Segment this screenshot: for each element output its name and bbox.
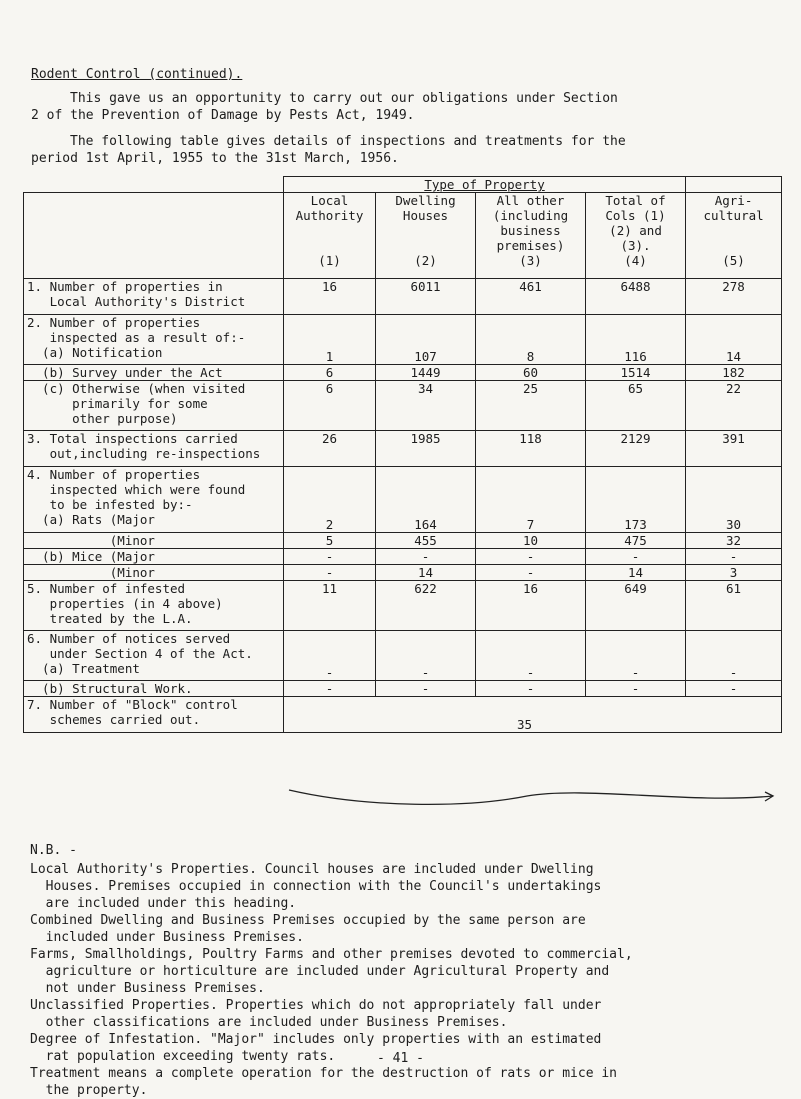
cell: 475 — [586, 533, 686, 549]
row-label: (Minor — [24, 533, 284, 549]
note-line: agriculture or horticulture are included under Agricultural Property and — [30, 964, 610, 979]
table-row — [24, 565, 782, 581]
note-line: N.B. - — [30, 843, 77, 858]
cell: 60 — [476, 365, 586, 381]
cell: 118 — [476, 431, 586, 467]
cell: 1449 — [376, 365, 476, 381]
cell: 2129 — [586, 431, 686, 467]
note-line: included under Business Premises. — [30, 930, 304, 945]
cell: - — [476, 681, 586, 697]
intro-line-2: 2 of the Prevention of Damage by Pests Act, 1949. — [31, 108, 415, 123]
cell: 14 — [586, 565, 686, 581]
table-row — [24, 431, 782, 467]
cell: 65 — [586, 381, 686, 431]
table-row — [24, 315, 782, 365]
note-line: Unclassified Properties. Properties which do not appropriately fall under — [30, 998, 602, 1013]
table-header-spacer — [686, 177, 782, 193]
cell: 32 — [686, 533, 782, 549]
row-label: 4. Number of properties inspected which were found to be infested by:- (a) Rats (Major — [24, 467, 284, 533]
cell: 107 — [376, 315, 476, 365]
table-row — [24, 549, 782, 565]
cell: - — [586, 549, 686, 565]
cell: 455 — [376, 533, 476, 549]
cell: - — [586, 681, 686, 697]
intro2-line-1: The following table gives details of inspections and treatments for the — [70, 134, 626, 149]
cell: 278 — [686, 279, 782, 315]
table-row — [24, 365, 782, 381]
inspection-table — [23, 176, 782, 733]
table-header-blank — [24, 193, 284, 279]
cell: - — [376, 681, 476, 697]
row-label: 2. Number of properties inspected as a result of:- (a) Notification — [24, 315, 284, 365]
column-header: Agri- cultural (5) — [686, 193, 782, 279]
cell: 10 — [476, 533, 586, 549]
cell: 34 — [376, 381, 476, 431]
column-header: Local Authority (1) — [284, 193, 376, 279]
row-label: (b) Structural Work. — [24, 681, 284, 697]
cell: 26 — [284, 431, 376, 467]
row-label: (c) Otherwise (when visited primarily for some other purpose) — [24, 381, 284, 431]
cell: 2 — [284, 467, 376, 533]
cell: 5 — [284, 533, 376, 549]
row-label: 6. Number of notices served under Section 4 of the Act. (a) Treatment — [24, 631, 284, 681]
table-corner — [24, 177, 284, 193]
cell: 25 — [476, 381, 586, 431]
table-row — [24, 381, 782, 431]
cell: - — [686, 631, 782, 681]
note-line: Local Authority's Properties. Council houses are included under Dwelling — [30, 862, 594, 877]
cell: 182 — [686, 365, 782, 381]
cell: 14 — [686, 315, 782, 365]
note-line: Combined Dwelling and Business Premises occupied by the same person are — [30, 913, 586, 928]
table-row — [24, 533, 782, 549]
cell: 461 — [476, 279, 586, 315]
table-row — [24, 581, 782, 631]
cell: 6 — [284, 381, 376, 431]
cell: 391 — [686, 431, 782, 467]
cell: 622 — [376, 581, 476, 631]
bracket-line — [287, 788, 777, 810]
page-number: - 41 - — [377, 1051, 424, 1066]
row-label: 5. Number of infested properties (in 4 above) treated by the L.A. — [24, 581, 284, 631]
cell: 7 — [476, 467, 586, 533]
note-line: Houses. Premises occupied in connection with the Council's undertakings — [30, 879, 602, 894]
column-header: Dwelling Houses (2) — [376, 193, 476, 279]
cell: - — [686, 549, 782, 565]
row-label: (b) Mice (Major — [24, 549, 284, 565]
table-row — [24, 697, 782, 733]
cell: 1514 — [586, 365, 686, 381]
cell: 6011 — [376, 279, 476, 315]
row-label: (Minor — [24, 565, 284, 581]
cell: 6488 — [586, 279, 686, 315]
note-line: are included under this heading. — [30, 896, 297, 911]
cell: - — [284, 681, 376, 697]
cell: - — [476, 549, 586, 565]
note-line: Farms, Smallholdings, Poultry Farms and other premises devoted to commercial, — [30, 947, 633, 962]
table-row — [24, 279, 782, 315]
row-label: 3. Total inspections carried out,including re-inspections — [24, 431, 284, 467]
section-heading: Rodent Control (continued). — [31, 67, 243, 82]
note-line: not under Business Premises. — [30, 981, 265, 996]
cell: 61 — [686, 581, 782, 631]
intro2-line-2: period 1st April, 1955 to the 31st March, 1956. — [31, 151, 399, 166]
table-row — [24, 631, 782, 681]
block-schemes-value: 35 — [516, 717, 533, 732]
cell: 164 — [376, 467, 476, 533]
cell: 30 — [686, 467, 782, 533]
cell: 16 — [476, 581, 586, 631]
block-schemes-cell — [284, 697, 782, 733]
cell: - — [376, 549, 476, 565]
column-header: Total of Cols (1) (2) and (3). (4) — [586, 193, 686, 279]
cell: 173 — [586, 467, 686, 533]
cell: 14 — [376, 565, 476, 581]
cell: - — [284, 565, 376, 581]
row-label: (b) Survey under the Act — [24, 365, 284, 381]
cell: 8 — [476, 315, 586, 365]
row-label: 7. Number of "Block" control schemes carried out. — [24, 697, 284, 733]
cell: - — [284, 631, 376, 681]
cell: 1985 — [376, 431, 476, 467]
cell: - — [476, 565, 586, 581]
cell: - — [284, 549, 376, 565]
cell: 11 — [284, 581, 376, 631]
note-line: Degree of Infestation. "Major" includes only properties with an estimated — [30, 1032, 602, 1047]
cell: 22 — [686, 381, 782, 431]
cell: - — [476, 631, 586, 681]
note-line: the property. — [30, 1083, 148, 1098]
intro-line-1: This gave us an opportunity to carry out our obligations under Section — [70, 91, 618, 106]
note-line: Treatment means a complete operation for the destruction of rats or mice in — [30, 1066, 617, 1081]
cell: 1 — [284, 315, 376, 365]
note-line: other classifications are included under Business Premises. — [30, 1015, 508, 1030]
cell: - — [586, 631, 686, 681]
row-label: 1. Number of properties in Local Authority's District — [24, 279, 284, 315]
cell: 116 — [586, 315, 686, 365]
cell: - — [376, 631, 476, 681]
table-row — [24, 681, 782, 697]
cell: 6 — [284, 365, 376, 381]
note-line: rat population exceeding twenty rats. — [30, 1049, 336, 1064]
cell: 649 — [586, 581, 686, 631]
cell: - — [686, 681, 782, 697]
type-of-property-header: Type of Property — [284, 177, 686, 193]
table-row — [24, 467, 782, 533]
cell: 16 — [284, 279, 376, 315]
column-header: All other (including business premises) (3) — [476, 193, 586, 279]
cell: 3 — [686, 565, 782, 581]
